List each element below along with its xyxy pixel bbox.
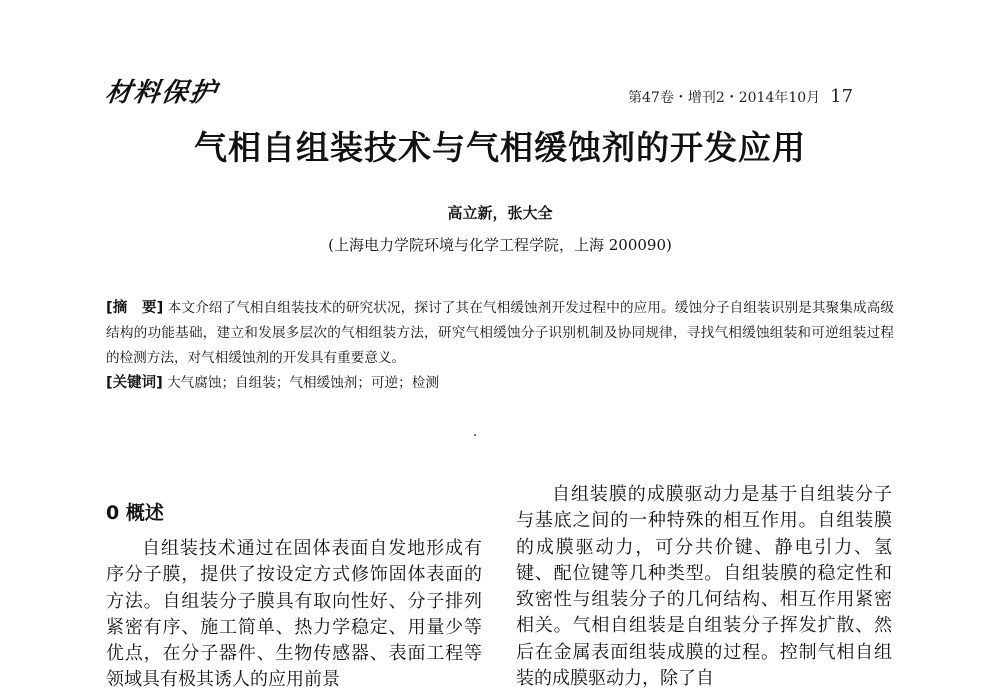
page-number: 17	[830, 86, 854, 107]
abstract-body	[106, 296, 894, 371]
body-paragraph-right: 自组装膜的成膜驱动力是基于自组装分子与基底之间的一种特殊的相互作用。自组装膜的成膜驱动力，可分共价键、静电引力、氢键、配位键等几种类型。自组装膜的稳定性和致密性与组装分子的几何结构、相互作用紧密相关。气相自组装是自组装分子挥发扩散、然后在金属表面组装成膜的过程。控制气相自组装的成膜驱动力，除了自	[516, 484, 892, 690]
journal-name: 材料保护	[103, 78, 220, 108]
issue-info	[628, 86, 853, 107]
article-title: 气相自组装技术与气相缓蚀剂的开发应用	[194, 128, 806, 167]
article-authors: 高立新，张大全	[447, 204, 553, 222]
issue-volume: 第47卷・增刊2・2014年10月	[628, 90, 821, 106]
keywords-line	[106, 371, 894, 396]
section-heading: 0 概述	[106, 502, 164, 524]
article-affiliation: (上海电力学院环境与化学工程学院，上海 200090)	[328, 236, 672, 254]
abstract-label: [摘 要]	[106, 300, 164, 316]
scan-speck	[474, 434, 476, 436]
abstract-block	[106, 296, 894, 396]
keywords-text: 大气腐蚀；自组装；气相缓蚀剂；可逆；检测	[167, 375, 439, 391]
keywords-label: [关键词]	[106, 375, 163, 391]
abstract-text: 本文介绍了气相自组装技术的研究状况，探讨了其在气相缓蚀剂开发过程中的应用。缓蚀分子自组装识别是其聚集成高级结构的功能基础，建立和发展多层次的气相组装方法，研究气相缓蚀分子识别机制及协同规律，寻找气相缓蚀组装和可逆组装过程的检测方法，对气相缓蚀剂的开发具有重要意义。	[106, 300, 894, 366]
body-paragraph-left: 自组装技术通过在固体表面自发地形成有序分子膜，提供了按设定方式修饰固体表面的方法。自组装分子膜具有取向性好、分子排列紧密有序、施工简单、热力学稳定、用量少等优点，在分子器件、生物传感器、表面工程等领域具有极其诱人的应用前景	[106, 538, 482, 691]
